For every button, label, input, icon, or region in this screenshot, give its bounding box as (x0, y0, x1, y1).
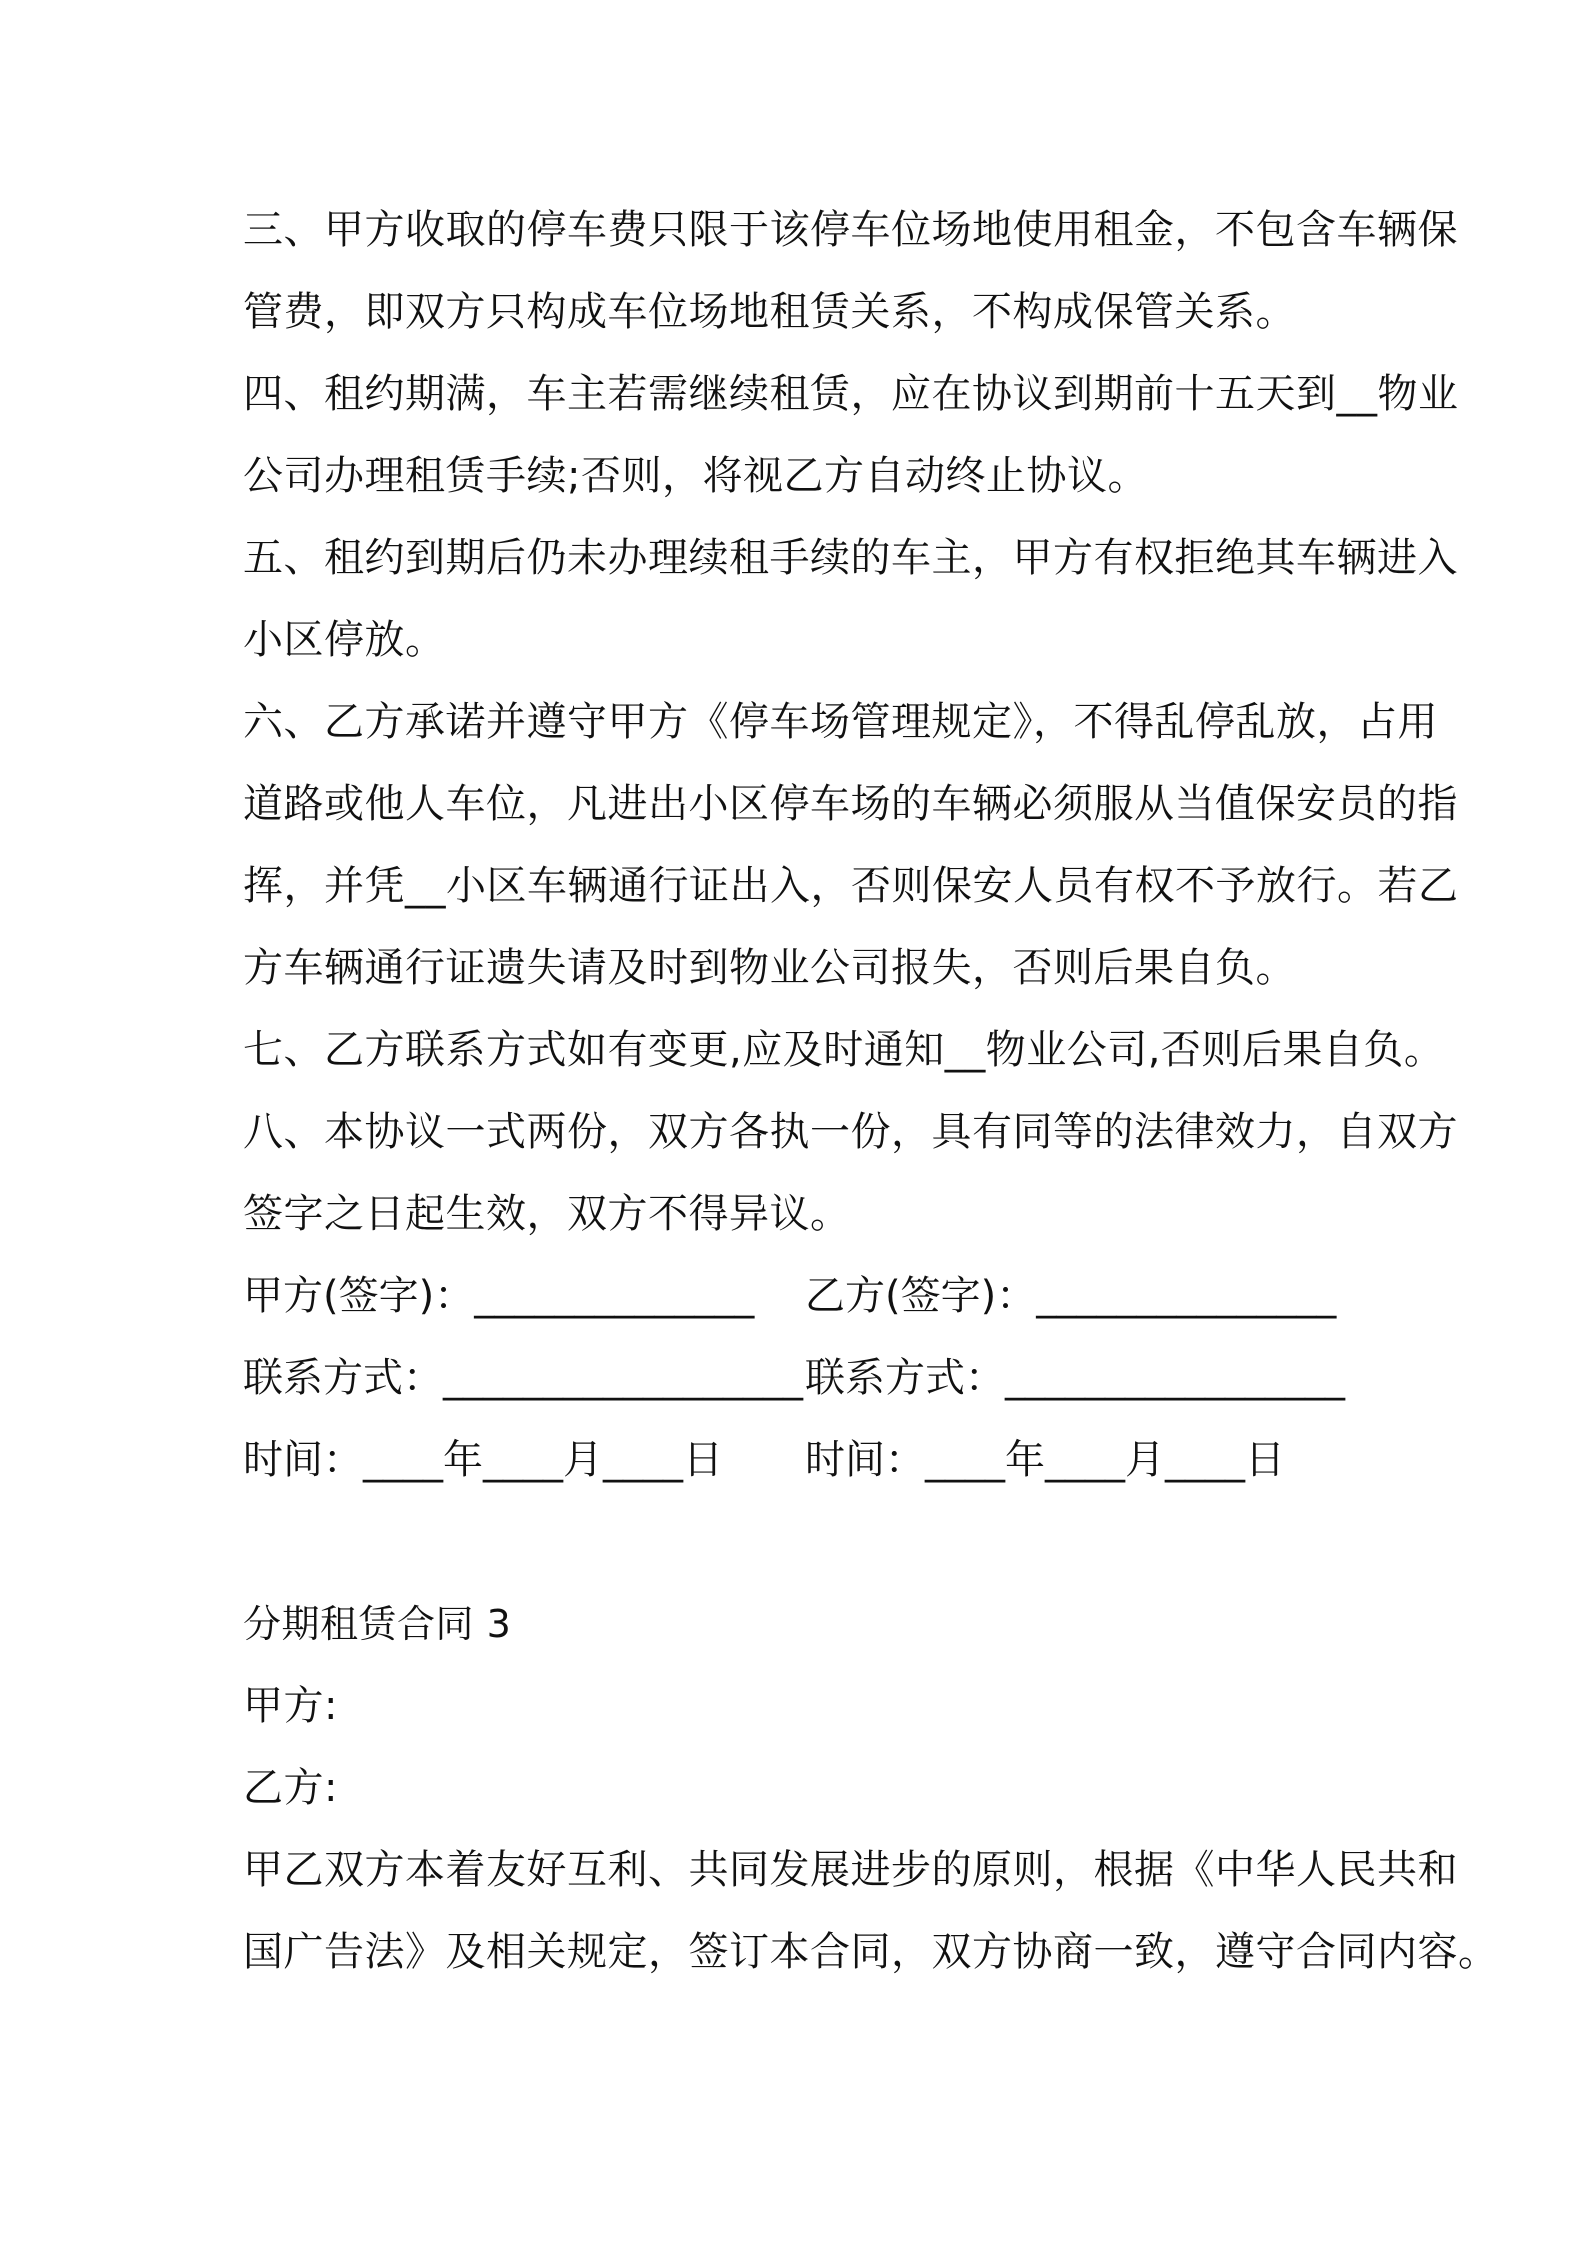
contract-3-intro-line-1: 甲乙双方本着友好互利、共同发展进步的原则，根据《中华人民共和 (243, 1847, 1458, 1893)
contract-3-title: 分期租赁合同 3 (243, 1602, 512, 1646)
clause-6-line-3: 挥，并凭__小区车辆通行证出入，否则保安人员有权不予放行。若乙 (243, 863, 1459, 909)
party-a-date-field: 时间：____年____月____日 (243, 1437, 723, 1483)
contract-3-intro-line-2: 国广告法》及相关规定，签订本合同，双方协商一致，遵守合同内容。 (243, 1929, 1499, 1975)
clause-6-line-1: 六、乙方承诺并遵守甲方《停车场管理规定》，不得乱停乱放，占用 (243, 699, 1438, 745)
clause-3-line-2: 管费，即双方只构成车位场地租赁关系，不构成保管关系。 (243, 289, 1296, 335)
party-b-contact-field: 联系方式：_________________ (805, 1355, 1345, 1401)
party-a-contact-field: 联系方式：__________________ (243, 1355, 803, 1401)
clause-3-line-1: 三、甲方收取的停车费只限于该停车位场地使用租金，不包含车辆保 (243, 207, 1458, 253)
contract-3-party-b: 乙方: (243, 1765, 338, 1811)
contract-3-party-a: 甲方: (243, 1683, 338, 1729)
party-b-date-field: 时间：____年____月____日 (805, 1437, 1285, 1483)
clause-5-line-2: 小区停放。 (243, 617, 446, 663)
clause-5-line-1: 五、租约到期后仍未办理续租手续的车主，甲方有权拒绝其车辆进入 (243, 535, 1458, 581)
party-a-signature-field: 甲方(签字)：______________ (243, 1273, 755, 1319)
clause-4-line-2: 公司办理租赁手续;否则，将视乙方自动终止协议。 (243, 453, 1148, 499)
clause-4-line-1: 四、租约期满，车主若需继续租赁，应在协议到期前十五天到__物业 (243, 371, 1459, 417)
clause-8-line-2: 签字之日起生效，双方不得异议。 (243, 1191, 851, 1237)
clause-7-line-1: 七、乙方联系方式如有变更,应及时通知__物业公司,否则后果自负。 (243, 1027, 1445, 1073)
clause-8-line-1: 八、本协议一式两份，双方各执一份，具有同等的法律效力，自双方 (243, 1109, 1458, 1155)
party-b-signature-field: 乙方(签字)：_______________ (805, 1273, 1337, 1319)
clause-6-line-4: 方车辆通行证遗失请及时到物业公司报失，否则后果自负。 (243, 945, 1296, 991)
clause-6-line-2: 道路或他人车位，凡进出小区停车场的车辆必须服从当值保安员的指 (243, 781, 1458, 827)
